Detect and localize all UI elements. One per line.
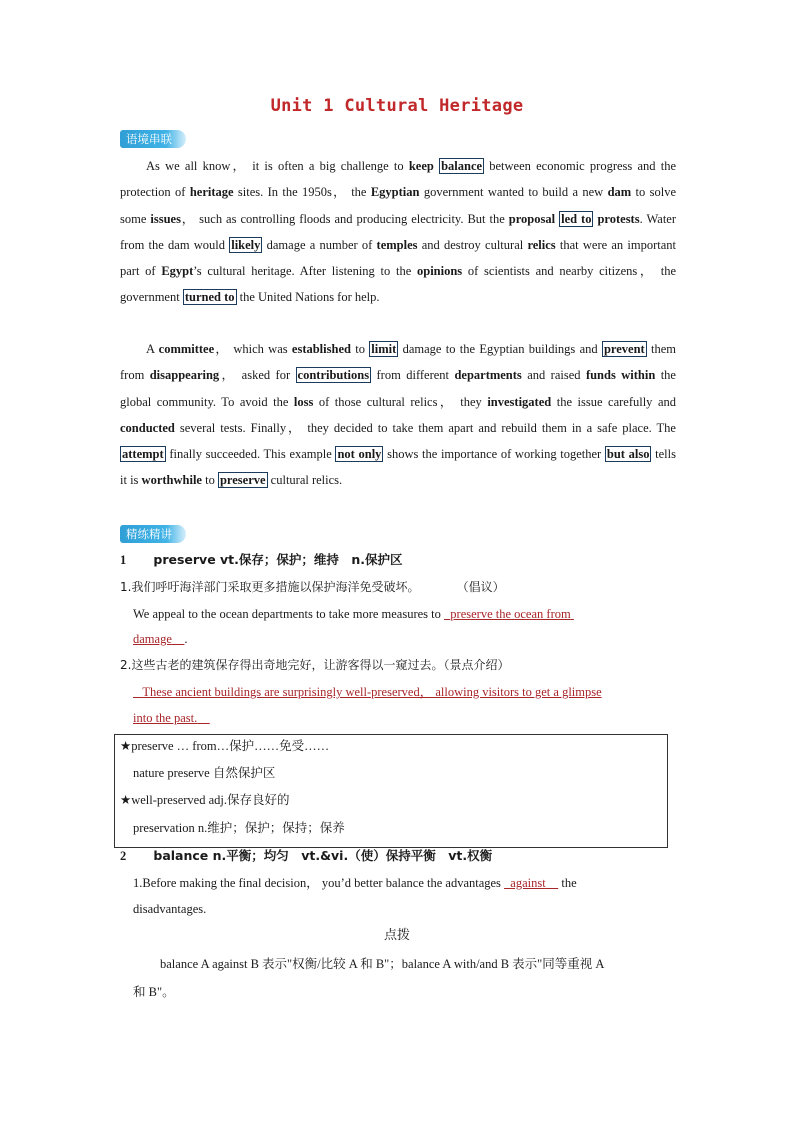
passage-text: ， such as controlling floods and producing electricity. But the	[180, 211, 509, 226]
boxed-keyword: contributions	[297, 368, 370, 383]
passage-paragraph-2	[120, 336, 676, 494]
passage-text: the global community. To avoid the	[120, 368, 676, 409]
passage-text: A	[146, 342, 159, 356]
bold-keyword: protests	[597, 211, 640, 226]
item-2-number: 2	[120, 849, 127, 863]
passage-text: damage to the Egyptian buildings and	[398, 342, 602, 356]
passage-text: to	[201, 473, 218, 488]
passage-text: sites. In the 1950s， the	[233, 185, 371, 200]
answer-blank: preserve the ocean from	[450, 607, 571, 621]
item-1-example-2-answer-line-2	[133, 708, 210, 728]
bold-keyword: heritage	[189, 185, 234, 200]
item-2-example-1-line-2: disadvantages.	[133, 902, 207, 916]
bold-keyword: issues	[150, 211, 181, 226]
bold-keyword: established	[291, 342, 351, 356]
bold-keyword: Egyptian	[370, 185, 420, 200]
passage-text: and raised	[521, 368, 586, 383]
bold-keyword: loss	[293, 394, 314, 409]
passage-text: of scientists and nearby citizens， the government	[120, 264, 677, 305]
bold-keyword: proposal	[508, 211, 556, 226]
answer-blank: against	[510, 876, 546, 890]
bold-keyword: worthwhile	[141, 473, 202, 488]
ex2-cn-text: 2.这些古老的建筑保存得出奇地完好，让游客得以一窥过去。	[120, 658, 444, 672]
boxed-keyword: but also	[606, 447, 650, 462]
boxed-keyword: prevent	[603, 342, 645, 356]
section-tag-context: 语境串联	[120, 130, 186, 148]
boxed-keyword: preserve	[219, 473, 266, 488]
item-2-headword: balance n.平衡；均匀 vt.&vi.（使）保持平衡 vt.权衡	[153, 848, 493, 863]
answer-blank-continued: damage	[133, 632, 172, 646]
item-1-example-1-chinese	[120, 577, 505, 597]
boxed-keyword: attempt	[122, 447, 164, 462]
passage-text: several tests. Finally， they decided to take them apart and rebuild them in a safe place. The	[174, 420, 676, 435]
item-2-example-1	[133, 873, 577, 893]
item-1-number: 1	[120, 553, 127, 567]
ex1-end: .	[184, 632, 188, 646]
passage-text: of those cultural relics， they	[313, 394, 488, 409]
passage-text: the issue carefully and	[551, 394, 676, 409]
note-line: ★well-preserved adj.保存良好的	[120, 793, 290, 807]
passage-text: ， asked for	[219, 368, 296, 383]
ex-text-end: the	[558, 876, 577, 890]
item-1-example-1-english-line-2	[133, 629, 188, 649]
boxed-keyword: likely	[231, 237, 261, 252]
bold-keyword: keep	[408, 159, 434, 173]
ex2-tag: （景点介绍）	[443, 658, 510, 672]
passage-text: government wanted to build a new	[419, 185, 608, 200]
passage-text: from different	[371, 368, 455, 383]
passage-text: As we all know， it is often a big challenge to	[146, 159, 409, 173]
ex1-cn-text: 1.我们呼吁海洋部门采取更多措施以保护海洋免受破坏。	[120, 580, 420, 594]
answer-blank: These ancient buildings are surprisingly well-preserved， allowing visitors to get a glimpse	[142, 685, 602, 699]
passage-text: the United Nations for help.	[236, 290, 380, 305]
bold-keyword: opinions	[417, 264, 463, 279]
note-line: ★preserve … from…保护……免受……	[120, 739, 330, 753]
boxed-keyword: not only	[337, 447, 382, 462]
passage-text: shows the importance of working together	[383, 447, 605, 462]
passage-text: that were an important part of	[120, 237, 676, 279]
bold-keyword: Egypt	[161, 264, 194, 279]
boxed-keyword: balance	[441, 159, 483, 173]
item-1-example-2-chinese	[120, 655, 509, 675]
bold-keyword: investigated	[487, 394, 552, 409]
bold-keyword: funds within	[585, 368, 656, 383]
note-line: preservation n.维护；保护；保持；保养	[133, 821, 345, 835]
bold-keyword: temples	[376, 237, 418, 252]
passage-paragraph-1	[120, 153, 676, 311]
item-1-headword: preserve vt.保存；保护；维持 n.保护区	[153, 552, 403, 567]
ex-text: 1.Before making the final decision， you’d better balance the advantages	[133, 876, 505, 890]
item-1-example-1-english	[133, 604, 574, 624]
boxed-keyword: limit	[371, 342, 397, 356]
section-tag-practice: 精练精讲	[120, 525, 186, 543]
ex1-tag: （倡议）	[456, 580, 505, 594]
passage-text: to	[350, 342, 370, 356]
boxed-keyword: turned to	[184, 290, 235, 305]
tip-title: 点拨	[383, 928, 410, 943]
passage-text: cultural relics.	[267, 473, 343, 488]
passage-text: damage a number of	[262, 237, 377, 252]
bold-keyword: dam	[607, 185, 632, 200]
passage-text: ’s cultural heritage. After listening to the	[193, 264, 417, 279]
passage-text: finally succeeded. This example	[165, 447, 336, 462]
usage-notes-box	[114, 734, 668, 848]
passage-text: tells it is	[120, 447, 676, 488]
passage-text: . Water from the dam would	[120, 211, 677, 252]
answer-blank-continued: into the past.	[133, 711, 198, 725]
bold-keyword: committee	[158, 342, 215, 356]
passage-text: and destroy cultural	[417, 237, 528, 252]
item-2-heading	[120, 846, 492, 866]
passage-text: to solve some	[120, 185, 677, 226]
item-1-example-2-answer	[133, 682, 602, 702]
item-1-heading	[120, 550, 403, 570]
bold-keyword: disappearing	[149, 368, 220, 383]
note-line: nature preserve 自然保护区	[133, 766, 276, 780]
bold-keyword: relics	[527, 237, 556, 252]
bold-keyword: conducted	[120, 420, 175, 435]
boxed-keyword: led to	[561, 211, 592, 226]
tip-line-2: 和 B"。	[133, 985, 175, 999]
passage-text: them from	[120, 342, 676, 383]
ex1-en-text: We appeal to the ocean departments to take more measures to	[133, 607, 445, 621]
passage-text: ， which was	[214, 342, 292, 356]
bold-keyword: departments	[454, 368, 522, 383]
tip-line-1: balance A against B 表示"权衡/比较 A 和 B"；balance A with/and B 表示"同等重视 A	[160, 957, 605, 971]
page-title: Unit 1 Cultural Heritage	[270, 96, 524, 116]
passage-text: between economic progress and the protection of	[120, 159, 677, 200]
